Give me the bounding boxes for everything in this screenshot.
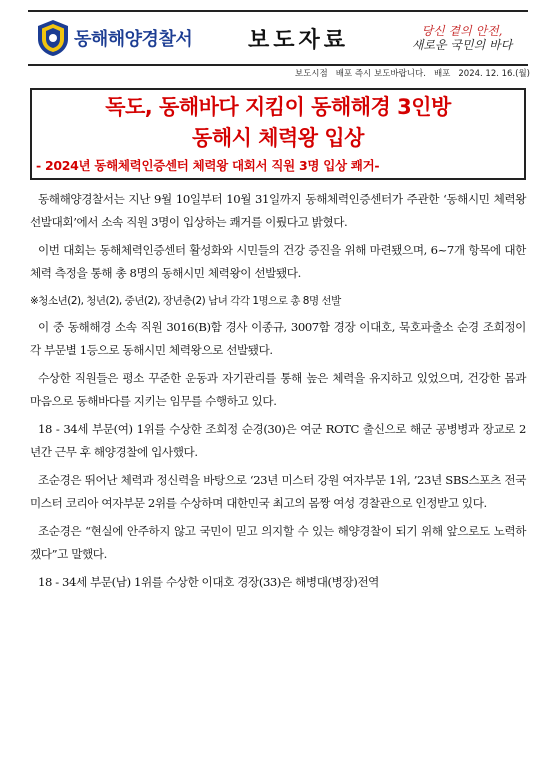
org-logo-block bbox=[28, 12, 208, 64]
paragraph-7: 조순경은 “현실에 안주하지 않고 국민이 믿고 의지할 수 있는 해양경찰이 되기 위해 앞으로도 노력하겠다”고 말했다. bbox=[30, 524, 526, 561]
paragraph-8: 18 - 34세 부문(남) 1위를 수상한 이대호 경장(33)은 해병대(병장)전역 bbox=[38, 575, 379, 589]
article-body bbox=[30, 188, 526, 600]
paragraph-1: 동해해양경찰서는 지난 9월 10일부터 10월 31일까지 동해체력인증센터가 주관한 ‘동해시민 체력왕 선발대회’에서 소속 직원 3명이 입상하는 쾌거를 이뤘다고 밝혔다. bbox=[30, 192, 526, 229]
org-name: 동해해양경찰서 bbox=[74, 29, 193, 50]
distribution-label: 배포 bbox=[433, 69, 451, 79]
headline-box bbox=[30, 88, 526, 180]
paragraph-5: 18 - 34세 부문(여) 1위를 수상한 조희정 순경(30)은 여군 ROTC 출신으로 해군 공병병과 장교로 2년간 근무 후 해양경찰에 입사했다. bbox=[30, 422, 526, 459]
release-info bbox=[200, 66, 530, 80]
paragraph-4: 수상한 직원들은 평소 꾸준한 운동과 자기관리를 통해 높은 체력을 유지하고 있었으며, 건강한 몸과 마음으로 동해바다를 지키는 임무를 수행하고 있다. bbox=[30, 371, 526, 408]
paragraph-2: 이번 대회는 동해체력인증센터 활성화와 시민들의 건강 증진을 위해 마련됐으며, 6~7개 항목에 대한 체력 측정을 통해 총 8명의 동해시민 체력왕이 선발됐다. bbox=[30, 243, 526, 280]
headline-line-1: 독도, 동해바다 지킴이 동해해경 3인방 bbox=[105, 95, 451, 119]
paragraph-6: 조순경은 뛰어난 체력과 정신력을 바탕으로 ‘23년 미스터 강원 여자부문 1위, ’23년 SBS스포츠 전국 미스터 코리아 여자부문 2위를 수상하며 대한민국 최고의 몸짱 여성 경찰관으로 인정받고 있다. bbox=[30, 473, 526, 510]
press-release-title: 보도자료 bbox=[248, 27, 350, 53]
paragraph-3: 이 중 동해해경 소속 직원 3016(B)함 경사 이종규, 3007함 경장 이대호, 묵호파출소 순경 조희정이 각 부문별 1등으로 동해시민 체력왕으로 선발됐다. bbox=[30, 320, 526, 357]
slogan bbox=[402, 24, 522, 52]
release-date: 2024. 12. 16.(월) bbox=[458, 69, 530, 79]
subheadline: - 2024년 동해체력인증센터 체력왕 대회서 직원 3명 입상 쾌거- bbox=[36, 158, 380, 173]
slogan-line-1: 당신 곁의 안전, bbox=[421, 24, 503, 38]
slogan-line-2: 새로운 국민의 바다 bbox=[411, 38, 513, 52]
note: ※청소년(2), 청년(2), 중년(2), 장년층(2) 남녀 각각 1명으로 총 8명 선발 bbox=[30, 295, 341, 307]
press-header bbox=[28, 10, 528, 66]
release-timing-label: 보도시점 bbox=[294, 69, 328, 79]
release-timing-value: 배포 즉시 보도바랍니다. bbox=[335, 69, 426, 79]
headline-line-2: 동해시 체력왕 입상 bbox=[192, 126, 364, 150]
coast-guard-emblem-icon bbox=[36, 19, 70, 57]
